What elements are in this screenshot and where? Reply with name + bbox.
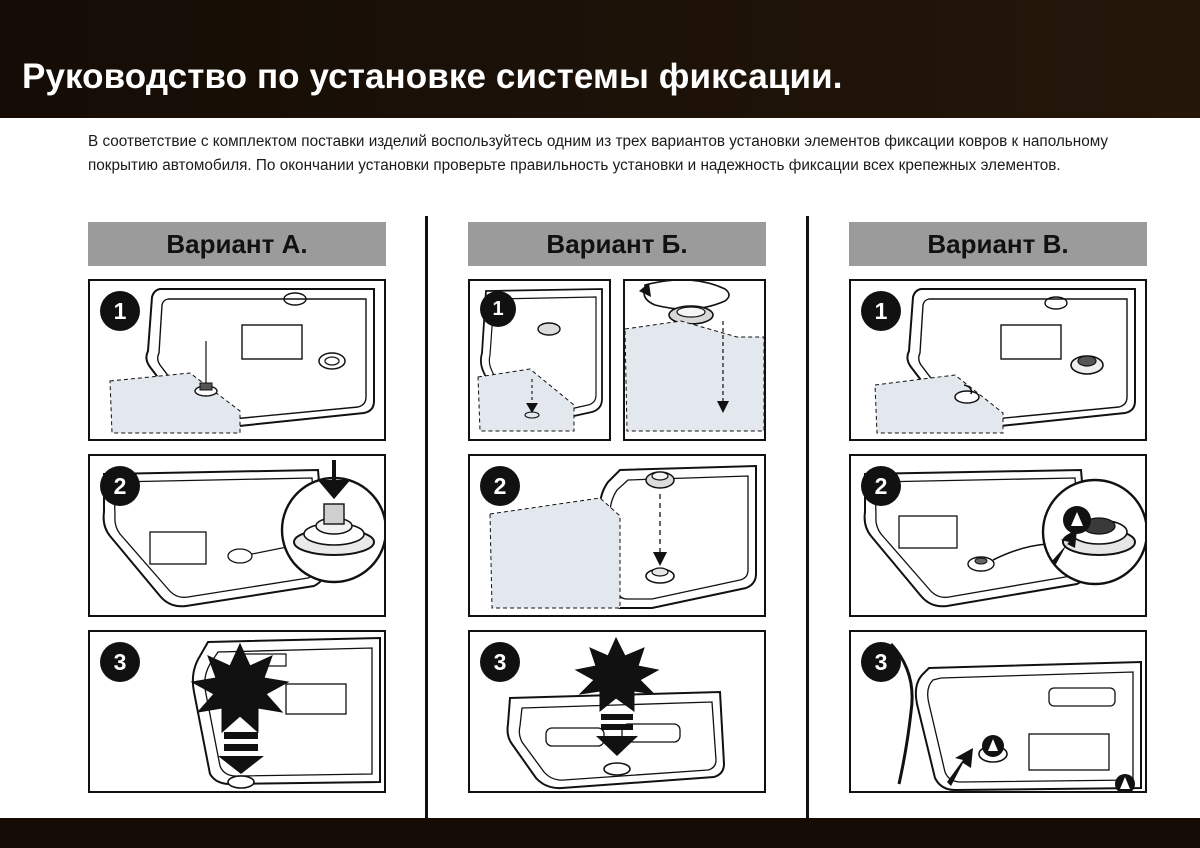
- variant-b-step-1-panel-right: [623, 279, 766, 441]
- column-divider-2: [806, 216, 809, 820]
- variant-c-step-2-panel: [849, 454, 1147, 617]
- click-text: click!: [600, 666, 634, 681]
- screw-rotation-illustration: [625, 281, 764, 439]
- variant-a-step-3-badge: 3: [100, 642, 140, 682]
- header-band: [0, 0, 1200, 118]
- variant-c-step-1-badge: 1: [861, 291, 901, 331]
- variant-c-step-3-panel: [849, 630, 1147, 793]
- variant-a-step-2-panel: [88, 454, 386, 617]
- variant-a-step-1-panel: [88, 279, 386, 441]
- variant-b-step-1-split: [468, 279, 766, 441]
- variant-c-step-3-badge: 3: [861, 642, 901, 682]
- variant-a-heading: Вариант А.: [88, 222, 386, 266]
- intro-paragraph: В соответствие с комплектом поставки изделий воспользуйтесь одним из трех вариантов установки элементов фиксации ковров к напольному покрытию автомобиля. По окончании установки проверьте правильность установки и надежность фиксации всех крепежных элементов.: [88, 133, 1109, 174]
- variant-a-step-1-badge: 1: [100, 291, 140, 331]
- variant-b-heading: Вариант Б.: [468, 222, 766, 266]
- variant-b-step-3-panel: [468, 630, 766, 793]
- footer-band: [0, 818, 1200, 848]
- variant-c-heading: Вариант В.: [849, 222, 1147, 266]
- variant-c-step-2-badge: 2: [861, 466, 901, 506]
- variant-column-b: [468, 222, 766, 793]
- variant-b-step-2-panel: [468, 454, 766, 617]
- variant-b-step-1-badge: 1: [480, 291, 516, 327]
- variant-c-step-1-panel: [849, 279, 1147, 441]
- variant-column-c: [849, 222, 1147, 793]
- variant-b-step-1-panel-left: [468, 279, 611, 441]
- variant-a-step-3-panel: [88, 630, 386, 793]
- click-text: click!: [223, 680, 257, 695]
- variant-b-step-2-badge: 2: [480, 466, 520, 506]
- variant-a-step-2-badge: 2: [100, 466, 140, 506]
- column-divider-1: [425, 216, 428, 820]
- variant-b-step-3-badge: 3: [480, 642, 520, 682]
- variant-column-a: [88, 222, 386, 793]
- page-title: Руководство по установке системы фиксации.: [22, 57, 843, 96]
